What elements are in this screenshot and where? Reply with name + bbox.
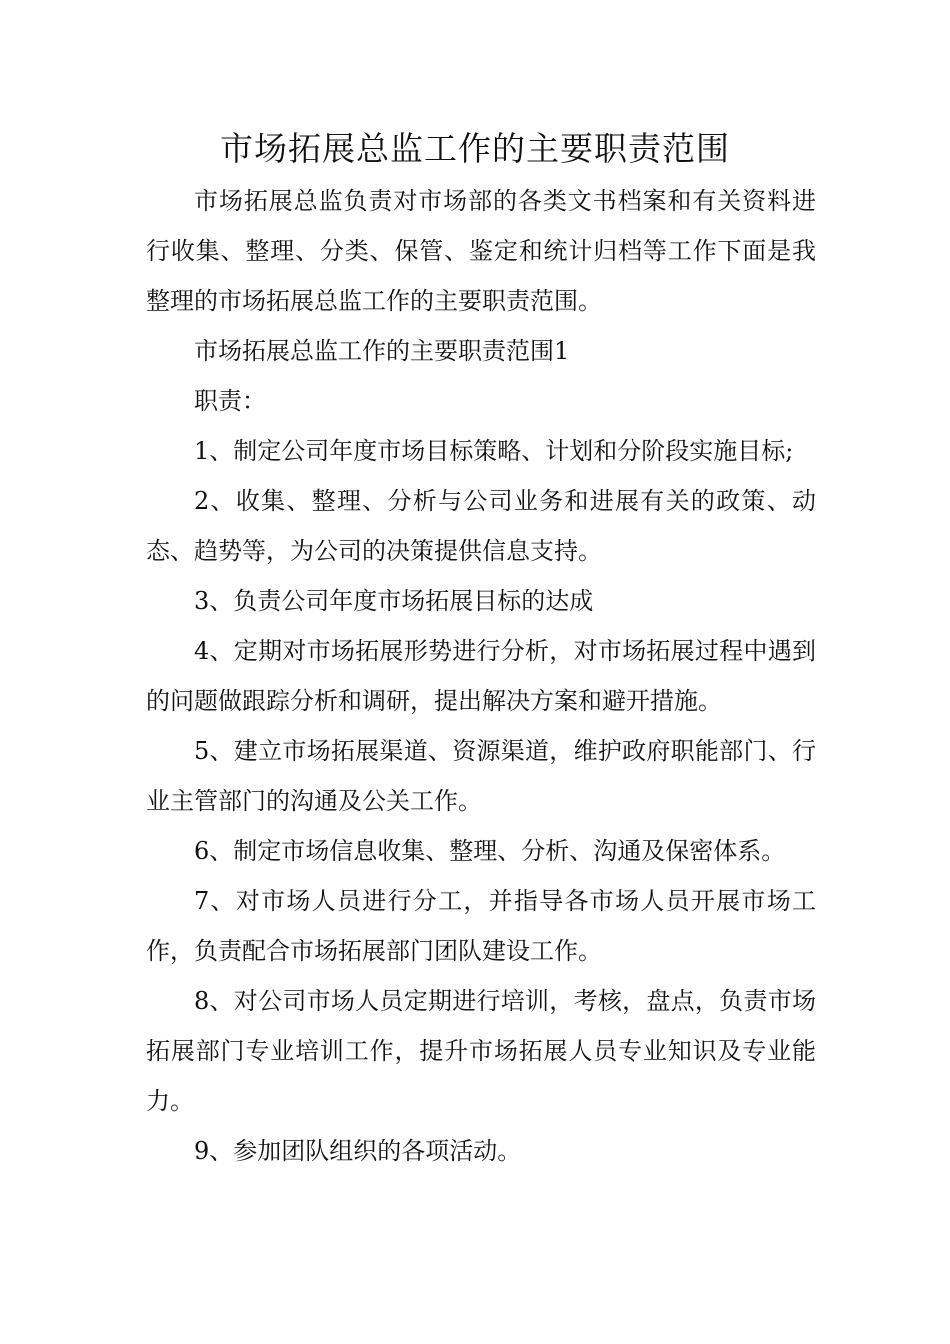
duty-item-6: 6、制定市场信息收集、整理、分析、沟通及保密体系。	[194, 837, 786, 865]
section-heading: 市场拓展总监工作的主要职责范围1	[194, 337, 570, 365]
duty-item-3: 3、负责公司年度市场拓展目标的达成	[194, 587, 594, 615]
intro-paragraph: 市场拓展总监负责对市场部的各类文书档案和有关资料进行收集、整理、分类、保管、鉴定和统计归档等工作下面是我整理的市场拓展总监工作的主要职责范围。	[146, 187, 816, 315]
duty-item-4: 4、定期对市场拓展形势进行分析，对市场拓展过程中遇到的问题做跟踪分析和调研，提出解决方案和避开措施。	[146, 637, 816, 715]
duty-item-2: 2、收集、整理、分析与公司业务和进展有关的政策、动态、趋势等，为公司的决策提供信息支持。	[146, 487, 816, 565]
document-title: 市场拓展总监工作的主要职责范围	[220, 129, 730, 168]
duty-item-7: 7、对市场人员进行分工，并指导各市场人员开展市场工作，负责配合市场拓展部门团队建设工作。	[146, 887, 816, 965]
duty-item-1: 1、制定公司年度市场目标策略、计划和分阶段实施目标;	[194, 437, 794, 465]
duties-label: 职责：	[194, 387, 266, 415]
duty-item-5: 5、建立市场拓展渠道、资源渠道，维护政府职能部门、行业主管部门的沟通及公关工作。	[146, 737, 816, 815]
duty-item-9: 9、参加团队组织的各项活动。	[194, 1137, 522, 1165]
duty-item-8: 8、对公司市场人员定期进行培训，考核，盘点，负责市场拓展部门专业培训工作，提升市场拓展人员专业知识及专业能力。	[146, 987, 816, 1115]
document-body	[146, 176, 816, 1176]
